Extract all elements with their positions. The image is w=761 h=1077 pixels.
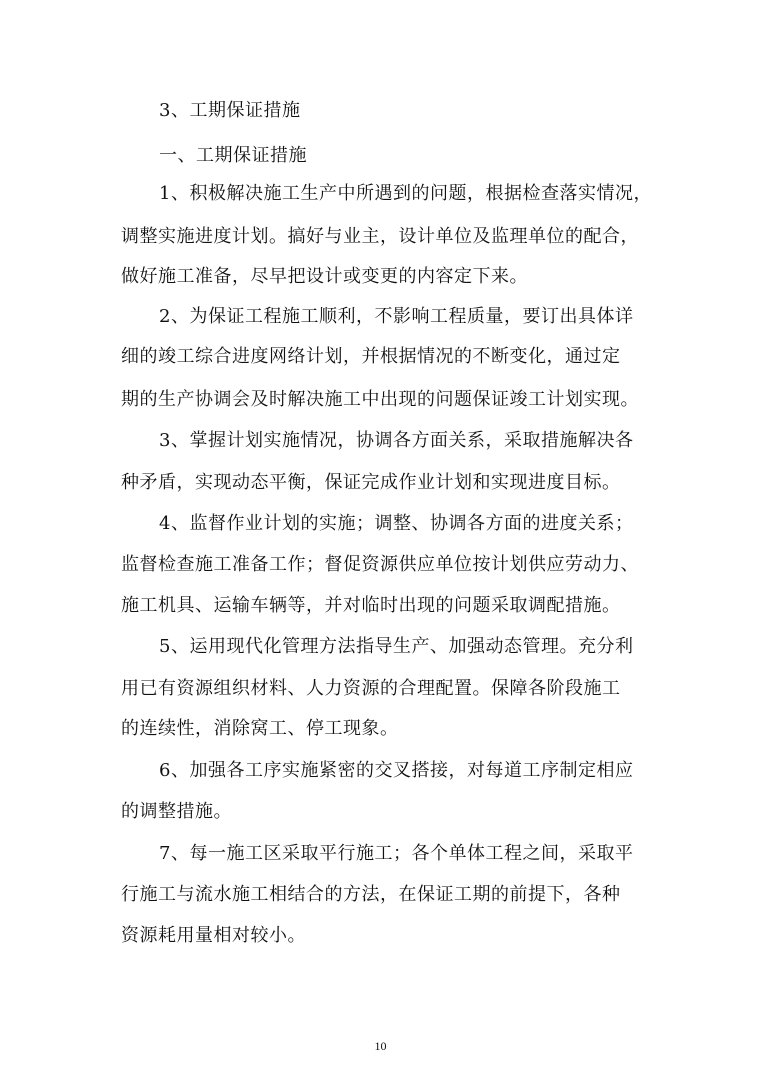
- section-heading: 3、工期保证措施: [159, 100, 301, 121]
- paragraph-4-line-1: 4、监督作业计划的实施；调整、协调各方面的进度关系；: [159, 513, 634, 534]
- paragraph-2-line-3: 期的生产协调会及时解决施工中出现的问题保证竣工计划实现。: [121, 389, 639, 410]
- subsection-heading: 一、工期保证措施: [159, 145, 307, 166]
- paragraph-5-line-1: 5、运用现代化管理方法指导生产、加强动态管理。充分利: [159, 636, 634, 657]
- paragraph-1-line-2: 调整实施进度计划。搞好与业主，设计单位及监理单位的配合，: [121, 226, 639, 247]
- paragraph-3-line-2: 种矛盾，实现动态平衡，保证完成作业计划和实现进度目标。: [121, 472, 621, 493]
- paragraph-2-line-2: 细的竣工综合进度网络计划，并根据情况的不断变化，通过定: [121, 346, 621, 367]
- paragraph-7-line-2: 行施工与流水施工相结合的方法，在保证工期的前提下，各种: [121, 884, 621, 905]
- paragraph-6-line-1: 6、加强各工序实施紧密的交叉搭接，对每道工序制定相应: [159, 760, 634, 781]
- paragraph-5-line-3: 的连续性，消除窝工、停工现象。: [121, 718, 399, 739]
- paragraph-2-line-1: 2、为保证工程施工顺利，不影响工程质量，要订出具体详: [159, 306, 634, 327]
- paragraph-4-line-2: 监督检查施工准备工作；督促资源供应单位按计划供应劳动力、: [121, 554, 639, 575]
- page-number: 10: [374, 1039, 387, 1053]
- paragraph-4-line-3: 施工机具、运输车辆等，并对临时出现的问题采取调配措施。: [121, 595, 621, 616]
- paragraph-1-line-3: 做好施工准备，尽早把设计或变更的内容定下来。: [121, 266, 528, 287]
- paragraph-7-line-3: 资源耗用量相对较小。: [121, 925, 306, 946]
- paragraph-6-line-2: 的调整措施。: [121, 801, 232, 822]
- paragraph-5-line-2: 用已有资源组织材料、人力资源的合理配置。保障各阶段施工: [121, 678, 621, 699]
- paragraph-7-line-1: 7、每一施工区采取平行施工；各个单体工程之间，采取平: [159, 843, 634, 864]
- paragraph-1-line-1: 1、积极解决施工生产中所遇到的问题，根据检查落实情况，: [159, 183, 652, 204]
- paragraph-3-line-1: 3、掌握计划实施情况，协调各方面关系，采取措施解决各: [159, 430, 634, 451]
